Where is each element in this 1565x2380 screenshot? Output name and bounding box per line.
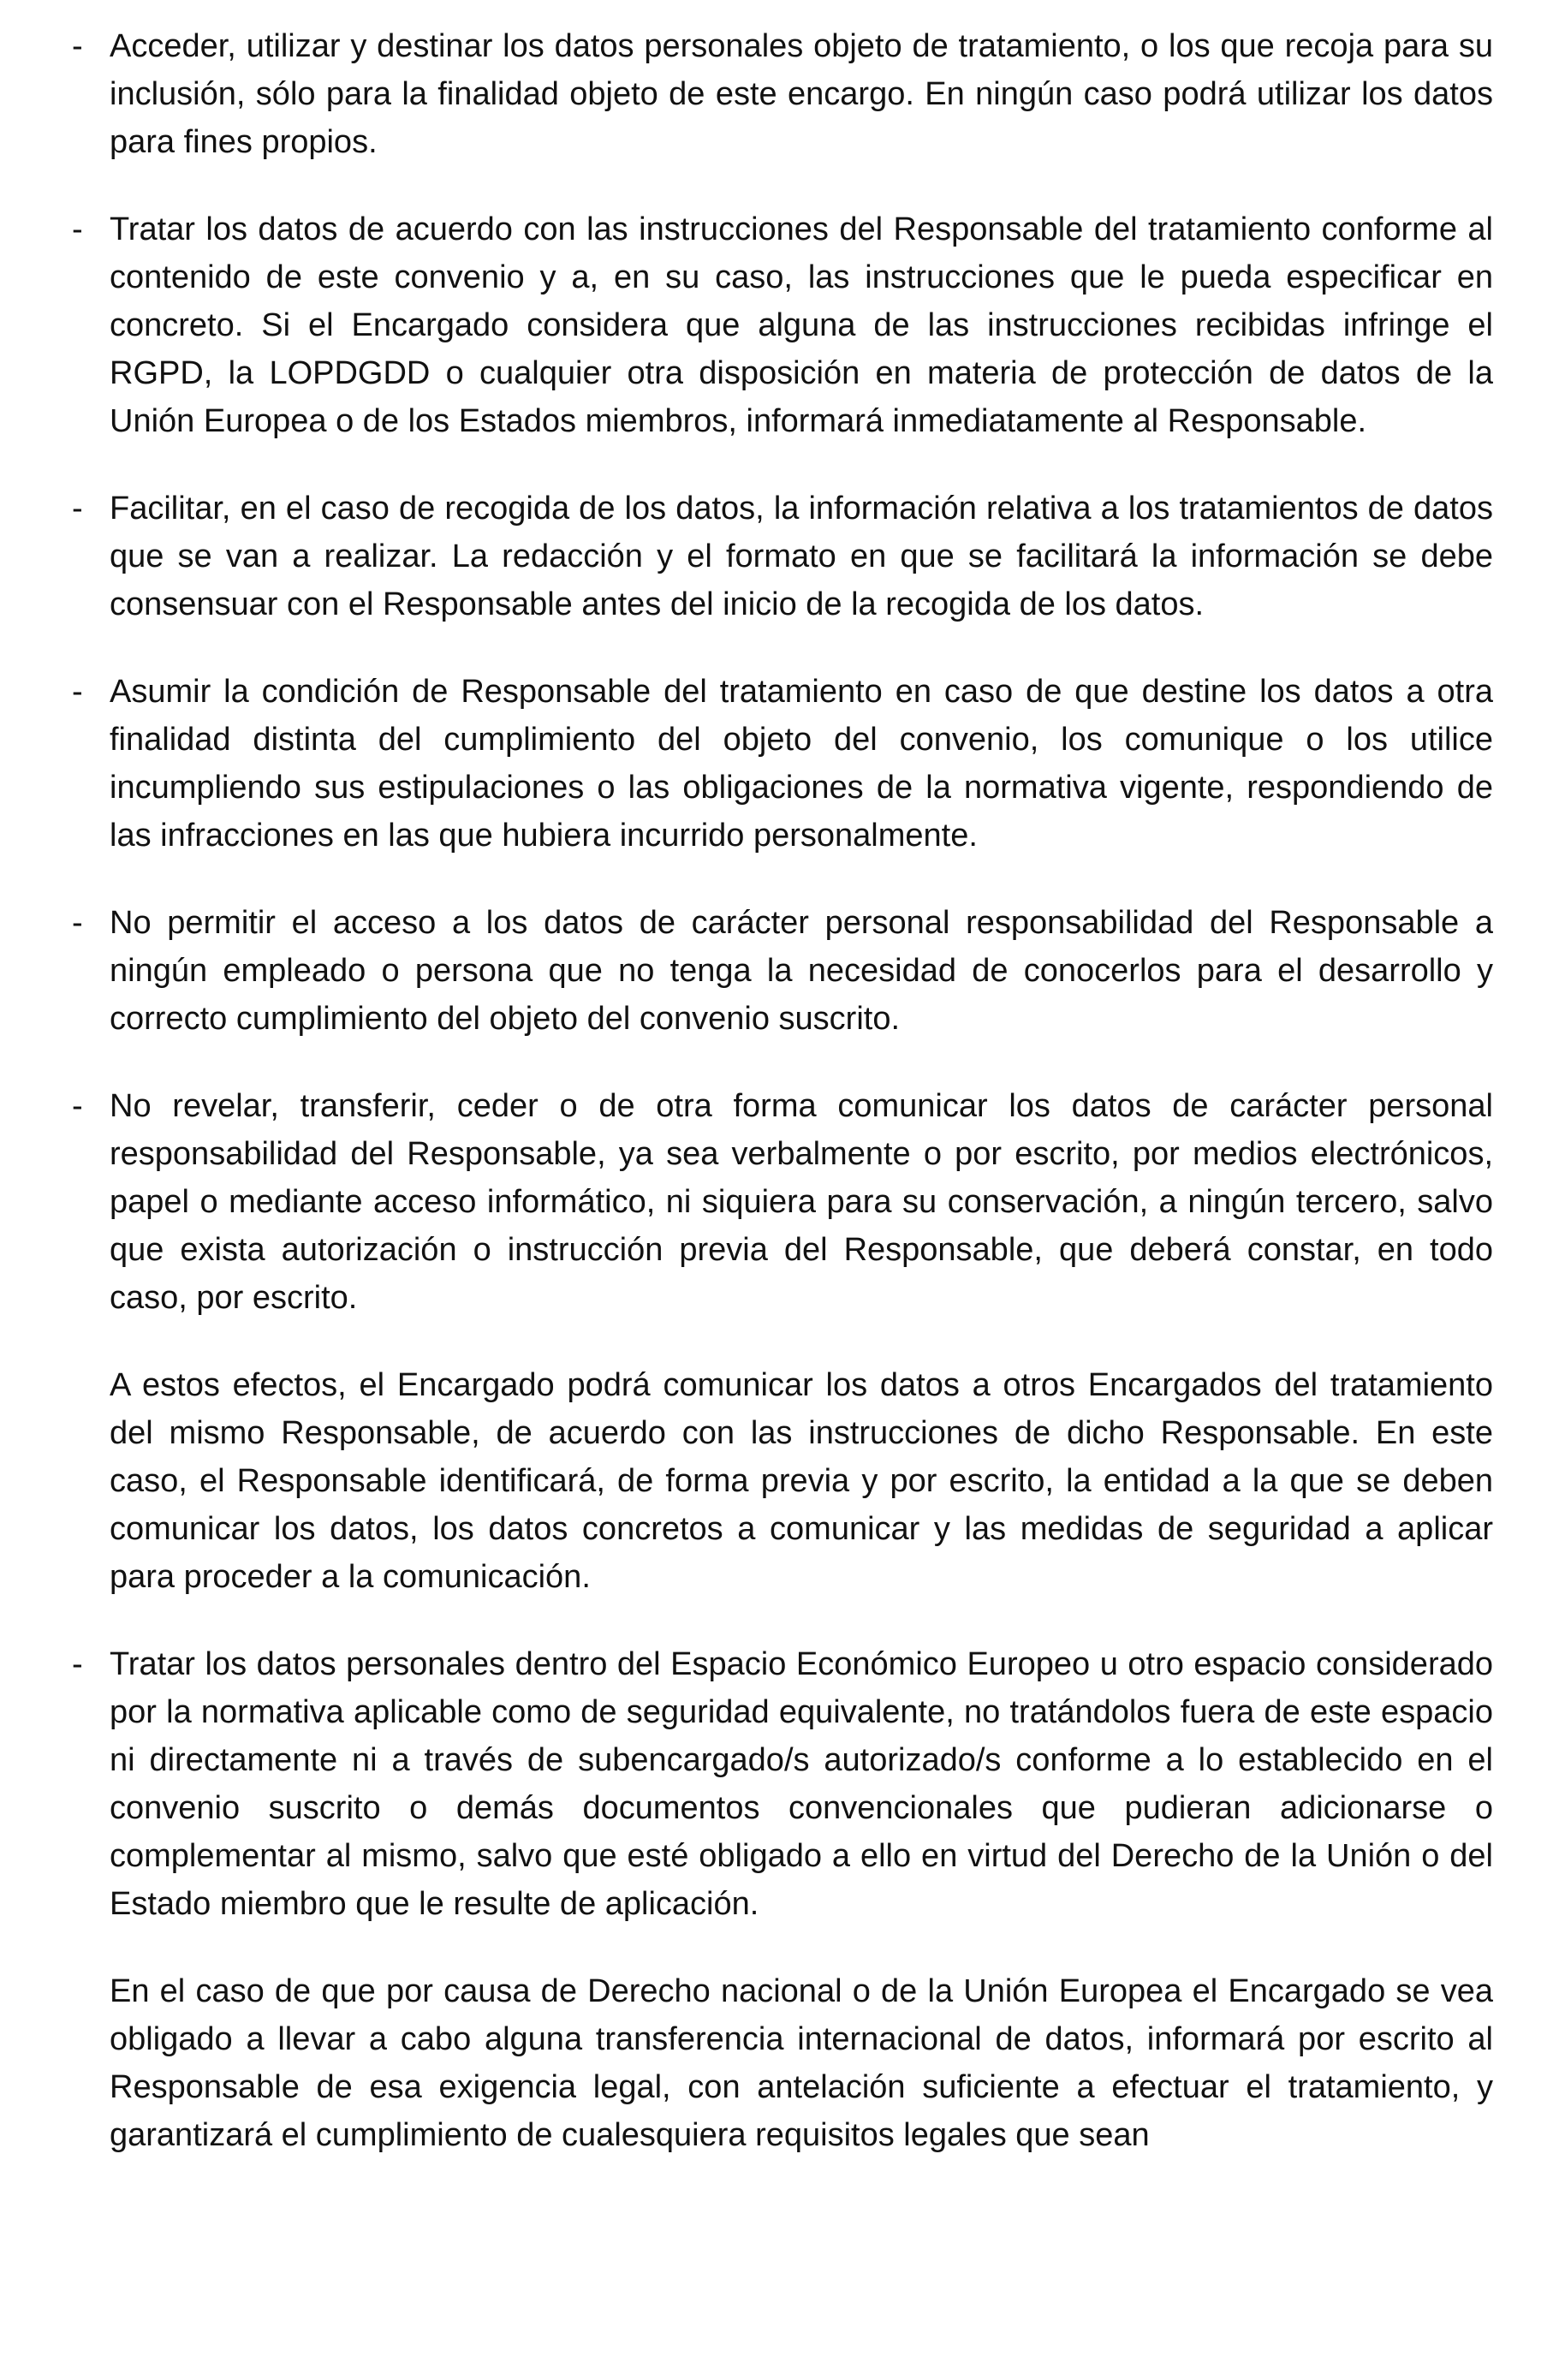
paragraph-asumir-condicion: Asumir la condición de Responsable del tratamiento en caso de que destine los datos a otra finalidad distinta del cumplimiento del objeto del convenio, los comunique o los utilice incumpliendo sus estipulaciones o las obligaciones de la normativa vigente, respondiendo de las infracciones en las que hubiera incurrido personalmente. (110, 674, 1493, 854)
list-item (72, 899, 1493, 1043)
bullet-dash: - (72, 905, 83, 941)
bullet-dash: - (72, 1088, 83, 1124)
list-item (72, 22, 1493, 166)
paragraph-no-permitir-acceso: No permitir el acceso a los datos de carácter personal responsabilidad del Responsable a ningún empleado o persona que no tenga la necesidad de conocerlos para el desarrollo y correcto cumplimiento del objeto del convenio suscrito. (110, 905, 1493, 1037)
paragraph-a-estos-efectos: A estos efectos, el Encargado podrá comunicar los datos a otros Encargados del tratamiento del mismo Responsable, de acuerdo con las instrucciones de dicho Responsable. En este caso, el Responsable identificará, de forma previa y por escrito, la entidad a la que se deben comunicar los datos, los datos concretos a comunicar y las medidas de seguridad a aplicar para proceder a la comunicación. (110, 1367, 1493, 1595)
paragraph-tratar-instrucciones: Tratar los datos de acuerdo con las instrucciones del Responsable del tratamiento conforme al contenido de este convenio y a, en su caso, las instrucciones que le pueda especificar en concreto. Si el Encargado considera que alguna de las instrucciones recibidas infringe el RGPD, la LOPDGDD o cualquier otra disposición en materia de protección de datos de la Unión Europea o de los Estados miembros, informará inmediatamente al Responsable. (110, 211, 1493, 439)
paragraph-no-revelar: No revelar, transferir, ceder o de otra forma comunicar los datos de carácter personal responsabilidad del Responsable, ya sea verbalmente o por escrito, por medios electrónicos, papel o mediante acceso informático, ni siquiera para su conservación, a ningún tercero, salvo que exista autorización o instrucción previa del Responsable, que deberá constar, en todo caso, por escrito. (110, 1088, 1493, 1316)
list-item (72, 205, 1493, 445)
paragraph-facilitar-informacion: Facilitar, en el caso de recogida de los datos, la información relativa a los tratamientos de datos que se van a realizar. La redacción y el formato en que se facilitará la información se debe consensuar con el Responsable antes del inicio de la recogida de los datos. (110, 491, 1493, 622)
list-item (72, 668, 1493, 860)
list-item (72, 1082, 1493, 1322)
paragraph-tratar-espacio-economico: Tratar los datos personales dentro del Espacio Económico Europeo u otro espacio considerado por la normativa aplicable como de seguridad equivalente, no tratándolos fuera de este espacio ni directamente ni a través de subencargado/s autorizado/s conforme a lo establecido en el convenio suscrito o demás documentos convencionales que pudieran adicionarse o complementar al mismo, salvo que esté obligado a ello en virtud del Derecho de la Unión o del Estado miembro que le resulte de aplicación. (110, 1646, 1493, 1922)
bullet-dash: - (72, 674, 83, 710)
list-item (72, 485, 1493, 628)
list-item (72, 1640, 1493, 1928)
bullet-dash: - (72, 491, 83, 527)
bullet-dash: - (72, 28, 83, 64)
paragraph-acceder-datos: Acceder, utilizar y destinar los datos personales objeto de tratamiento, o los que recoja para su inclusión, sólo para la finalidad objeto de este encargo. En ningún caso podrá utilizar los datos para fines propios. (110, 28, 1493, 160)
bullet-dash: - (72, 211, 83, 247)
paragraph-transferencia-internacional: En el caso de que por causa de Derecho nacional o de la Unión Europea el Encargado se vea obligado a llevar a cabo alguna transferencia internacional de datos, informará por escrito al Responsable de esa exigencia legal, con antelación suficiente a efectuar el tratamiento, y garantizará el cumplimiento de cualesquiera requisitos legales que sean (110, 1973, 1493, 2153)
bullet-dash: - (72, 1646, 83, 1682)
